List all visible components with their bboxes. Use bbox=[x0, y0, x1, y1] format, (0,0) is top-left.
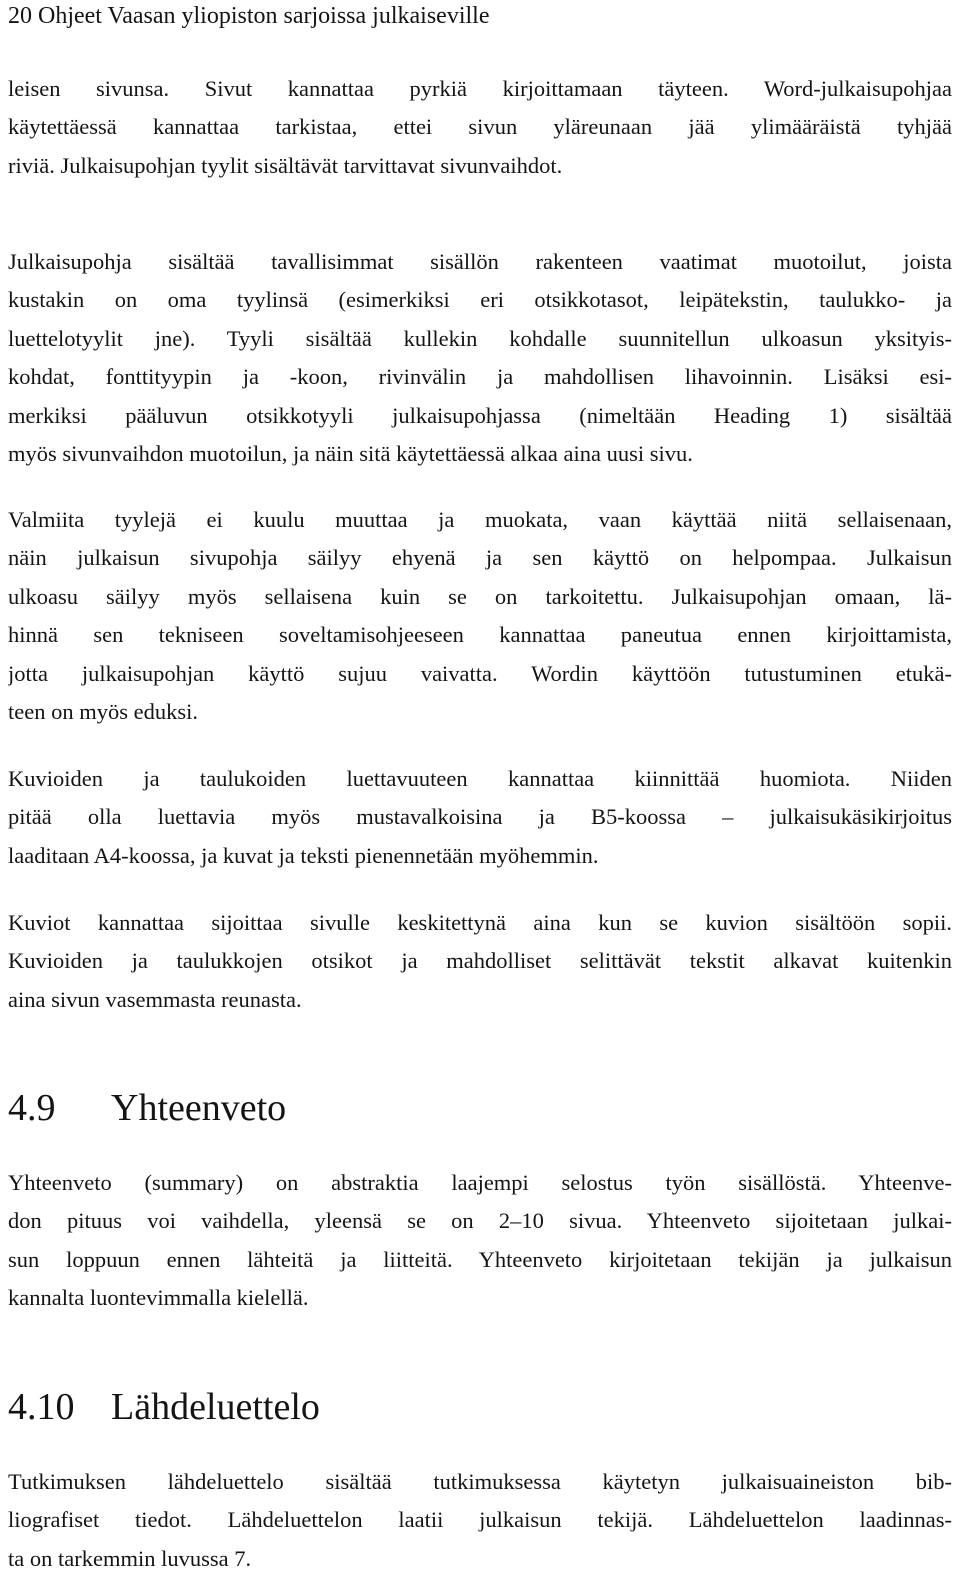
text-line: Valmiita tyylejä ei kuulu muuttaa ja muokata, vaan käyttää niitä sellaisenaan, bbox=[8, 507, 952, 532]
text-line: Yhteenveto (summary) on abstraktia laajempi selostus työn sisällöstä. Yhteenve- bbox=[8, 1170, 952, 1195]
text-line: näin julkaisun sivupohja säilyy ehyenä ja sen käyttö on helpompaa. Julkaisun bbox=[8, 545, 952, 571]
section-title: Lähdeluettelo bbox=[111, 1386, 320, 1428]
text-line: ta on tarkemmin luvussa 7. bbox=[8, 1545, 252, 1571]
text-line: don pituus voi vaihdella, yleensä se on 2–10 sivua. Yhteenveto sijoitetaan julkai- bbox=[8, 1208, 952, 1234]
body-paragraph bbox=[8, 760, 952, 875]
text-line: käytettäessä kannattaa tarkistaa, ettei sivun yläreunaan jää ylimääräistä tyhjää bbox=[8, 114, 952, 140]
text-line: merkiksi pääluvun otsikkotyyli julkaisupohjassa (nimeltään Heading 1) sisältää bbox=[8, 402, 952, 428]
text-line: kustakin on oma tyylinsä (esimerkiksi eri otsikkotasot, leipätekstin, taulukko- ja bbox=[8, 287, 952, 313]
text-line: jotta julkaisupohjan käyttö sujuu vaivatta. Wordin käyttöön tutustuminen etukä- bbox=[8, 660, 952, 686]
body-paragraph bbox=[8, 1164, 952, 1318]
section-title: Yhteenveto bbox=[111, 1087, 287, 1129]
body-paragraph bbox=[8, 1463, 952, 1578]
body-paragraph bbox=[8, 904, 952, 1019]
text-line: leisen sivunsa. Sivut kannattaa pyrkiä kirjoittamaan täyteen. Word-julkaisupohjaa bbox=[8, 76, 952, 101]
running-header-text: 20 Ohjeet Vaasan yliopiston sarjoissa julkaiseville bbox=[8, 3, 490, 29]
text-line: myös sivunvaihdon muotoilun, ja näin sitä käytettäessä alkaa aina uusi sivu. bbox=[8, 441, 693, 467]
text-line: Kuvioiden ja taulukkojen otsikot ja mahdolliset selittävät tekstit alkavat kuitenkin bbox=[8, 948, 952, 974]
text-line: Tutkimuksen lähdeluettelo sisältää tutkimuksessa käytetyn julkaisuaineiston bib- bbox=[8, 1469, 952, 1494]
text-line: teen on myös eduksi. bbox=[8, 699, 198, 725]
text-line: laaditaan A4-koossa, ja kuvat ja teksti pienennetään myöhemmin. bbox=[8, 842, 599, 868]
text-line: pitää olla luettavia myös mustavalkoisina ja B5-koossa – julkaisukäsikirjoitus bbox=[8, 804, 952, 830]
text-line: hinnä sen tekniseen soveltamisohjeeseen kannattaa paneutua ennen kirjoittamista, bbox=[8, 622, 952, 648]
body-paragraph bbox=[8, 243, 952, 473]
body-paragraph bbox=[8, 70, 952, 185]
text-line: Kuvioiden ja taulukoiden luettavuuteen kannattaa kiinnittää huomiota. Niiden bbox=[8, 766, 952, 791]
text-line: kannalta luontevimmalla kielellä. bbox=[8, 1285, 309, 1311]
text-line: ulkoasu säilyy myös sellaisena kuin se on tarkoitettu. Julkaisupohjan omaan, lä- bbox=[8, 583, 952, 609]
text-line: riviä. Julkaisupohjan tyylit sisältävät tarvittavat sivunvaihdot. bbox=[8, 152, 563, 178]
section-heading bbox=[8, 1385, 320, 1429]
text-line: Julkaisupohja sisältää tavallisimmat sisällön rakenteen vaatimat muotoilut, joista bbox=[8, 249, 952, 274]
text-line: luettelotyylit jne). Tyyli sisältää kullekin kohdalle suunnitellun ulkoasun yksityis- bbox=[8, 325, 952, 351]
body-paragraph bbox=[8, 501, 952, 731]
text-line: Kuviot kannattaa sijoittaa sivulle keskitettynä aina kun se kuvion sisältöön sopii. bbox=[8, 910, 952, 935]
section-heading bbox=[8, 1086, 286, 1130]
section-number: 4.10 bbox=[8, 1386, 75, 1428]
section-number: 4.9 bbox=[8, 1087, 56, 1129]
running-header bbox=[8, 2, 489, 30]
text-line: aina sivun vasemmasta reunasta. bbox=[8, 986, 302, 1012]
text-line: liografiset tiedot. Lähdeluettelon laatii julkaisun tekijä. Lähdeluettelon laadinnas- bbox=[8, 1507, 952, 1533]
text-line: sun loppuun ennen lähteitä ja liitteitä. Yhteenveto kirjoitetaan tekijän ja julkaisun bbox=[8, 1246, 952, 1272]
text-line: kohdat, fonttityypin ja -koon, rivinvälin ja mahdollisen lihavoinnin. Lisäksi esi- bbox=[8, 364, 952, 390]
